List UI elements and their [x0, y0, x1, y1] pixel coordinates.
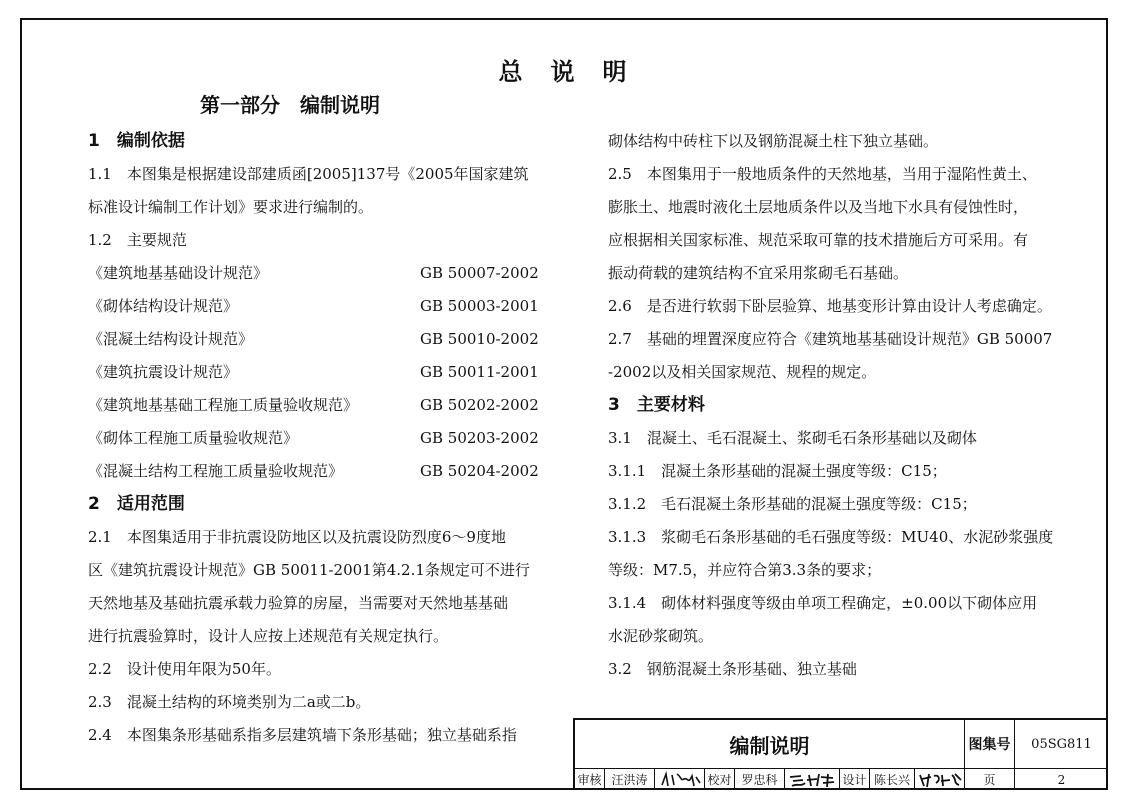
title-block	[573, 718, 1108, 790]
standard-name: 《混凝土结构设计规范》	[88, 330, 254, 348]
text-line: 天然地基及基础抗震承载力验算的房屋，当需要对天然地基基础	[88, 594, 509, 612]
review-label: 审核	[575, 768, 605, 790]
standard-row	[88, 455, 539, 488]
standard-row	[88, 290, 539, 323]
text-line: 1.1 本图集是根据建设部建质函[2005]137号《2005年国家建筑	[88, 165, 529, 183]
standard-code: GB 50010-2002	[420, 330, 539, 348]
standard-row	[88, 356, 539, 389]
text-line: 2.5 本图集用于一般地质条件的天然地基，当用于湿陷性黄土、	[608, 165, 1037, 183]
text-line: 2.2 设计使用年限为50年。	[88, 660, 281, 678]
text-line: 3.1.2 毛石混凝土条形基础的混凝土强度等级：C15；	[608, 495, 977, 513]
text-line: 水泥砂浆砌筑。	[608, 627, 714, 645]
designer-name: 陈长兴	[870, 768, 915, 790]
proofreader-name: 罗忠科	[735, 768, 785, 790]
standard-row	[88, 323, 539, 356]
standard-code: GB 50007-2002	[420, 264, 539, 282]
text-line: -2002以及相关国家规范、规程的规定。	[608, 363, 877, 381]
right-column	[608, 125, 1068, 686]
text-line: 2.3 混凝土结构的环境类别为二a或二b。	[88, 693, 371, 711]
standard-row	[88, 389, 539, 422]
text-line: 标准设计编制工作计划》要求进行编制的。	[88, 198, 374, 216]
drawing-title: 编制说明	[575, 720, 965, 768]
standard-row	[88, 422, 539, 455]
page-number: 2	[1015, 768, 1108, 790]
text-line: 2.7 基础的埋置深度应符合《建筑地基基础设计规范》GB 50007	[608, 330, 1053, 348]
standard-code: GB 50003-2001	[420, 297, 539, 315]
section-heading: 2 适用范围	[88, 494, 185, 514]
text-line: 砌体结构中砖柱下以及钢筋混凝土柱下独立基础。	[608, 132, 939, 150]
document-title: 总说明	[498, 58, 655, 86]
text-line: 2.1 本图集适用于非抗震设防地区以及抗震设防烈度6～9度地	[88, 528, 506, 546]
text-line: 区《建筑抗震设计规范》GB 50011-2001第4.2.1条规定可不进行	[88, 561, 530, 579]
text-line: 等级：M7.5，并应符合第3.3条的要求；	[608, 561, 882, 579]
reviewer-name: 汪洪涛	[605, 768, 655, 790]
section-heading: 1 编制依据	[88, 131, 185, 151]
text-line: 3.1 混凝土、毛石混凝土、浆砌毛石条形基础以及砌体	[608, 429, 977, 447]
text-line: 1.2 主要规范	[88, 231, 187, 249]
standard-code: GB 50011-2001	[420, 363, 539, 381]
standard-name: 《混凝土结构工程施工质量验收规范》	[88, 462, 344, 480]
standard-code: GB 50202-2002	[420, 396, 539, 414]
text-line: 2.4 本图集条形基础系指多层建筑墙下条形基础；独立基础系指	[88, 726, 517, 744]
text-line: 3.1.3 浆砌毛石条形基础的毛石强度等级：MU40、水泥砂浆强度	[608, 528, 1054, 546]
proofreader-signature	[785, 768, 840, 790]
standard-name: 《建筑地基基础工程施工质量验收规范》	[88, 396, 359, 414]
text-line: 应根据相关国家标准、规范采取可靠的技术措施后方可采用。有	[608, 231, 1029, 249]
page-label: 页	[965, 768, 1015, 790]
left-column	[88, 125, 539, 752]
standard-name: 《砌体工程施工质量验收规范》	[88, 429, 299, 447]
standard-code: GB 50204-2002	[420, 462, 539, 480]
text-line: 进行抗震验算时，设计人应按上述规范有关规定执行。	[88, 627, 449, 645]
designer-signature	[915, 768, 965, 790]
standard-row	[88, 257, 539, 290]
atlas-label: 图集号	[965, 720, 1015, 768]
section-heading: 3 主要材料	[608, 395, 705, 415]
standard-name: 《建筑抗震设计规范》	[88, 363, 239, 381]
text-line: 3.1.1 混凝土条形基础的混凝土强度等级：C15；	[608, 462, 947, 480]
reviewer-signature	[655, 768, 705, 790]
atlas-number: 05SG811	[1031, 736, 1092, 752]
standard-name: 《建筑地基基础设计规范》	[88, 264, 269, 282]
standard-code: GB 50203-2002	[420, 429, 539, 447]
proofread-label: 校对	[705, 768, 735, 790]
text-line: 膨胀土、地震时液化土层地质条件以及当地下水具有侵蚀性时，	[608, 198, 1029, 216]
text-line: 3.2 钢筋混凝土条形基础、独立基础	[608, 660, 857, 678]
text-line: 振动荷载的建筑结构不宜采用浆砌毛石基础。	[608, 264, 909, 282]
part-title: 第一部分 编制说明	[200, 93, 380, 117]
text-line: 2.6 是否进行软弱下卧层验算、地基变形计算由设计人考虑确定。	[608, 297, 1052, 315]
design-label: 设计	[840, 768, 870, 790]
text-line: 3.1.4 砌体材料强度等级由单项工程确定，±0.00以下砌体应用	[608, 594, 1038, 612]
standard-name: 《砌体结构设计规范》	[88, 297, 239, 315]
